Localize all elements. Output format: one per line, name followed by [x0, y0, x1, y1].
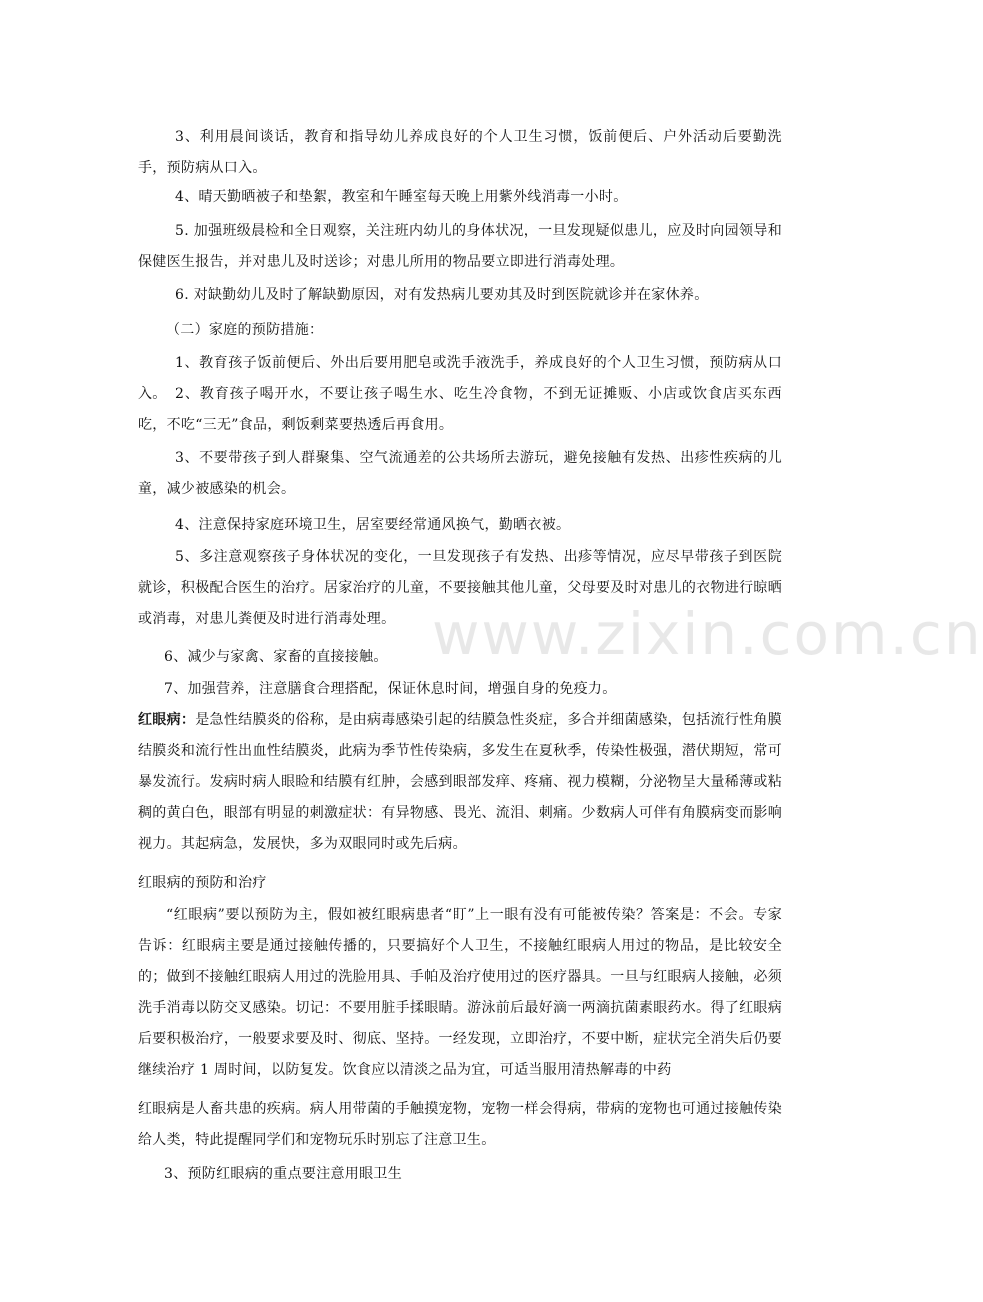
- red-eye-definition: [138, 705, 782, 860]
- subheading: 红眼病的预防和治疗: [138, 875, 267, 891]
- paragraph: 1、教育孩子饭前便后、外出后要用肥皂或洗手液洗手，养成良好的个人卫生习惯，预防病从口入。: [138, 355, 782, 402]
- term-label: 红眼病：: [138, 712, 196, 728]
- paragraph: 红眼病是人畜共患的疾病。病人用带菌的手触摸宠物，宠物一样会得病，带病的宠物也可通过接触传染给人类，特此提醒同学们和宠物玩乐时别忘了注意卫生。: [138, 1101, 782, 1148]
- paragraph: 2、教育孩子喝开水，不要让孩子喝生水、吃生冷食物，不到无证摊贩、小店或饮食店买东西吃，不吃“三无”食品，剩饭剩菜要热透后再食用。: [138, 386, 782, 433]
- paragraph: 3、利用晨间谈话，教育和指导幼儿养成良好的个人卫生习惯，饭前便后、户外活动后要勤洗手，预防病从口入。: [138, 129, 782, 176]
- paragraph: 4、注意保持家庭环境卫生，居室要经常通风换气，勤晒衣被。: [175, 517, 571, 533]
- paragraph: 7、加强营养，注意膳食合理搭配，保证休息时间，增强自身的免疫力。: [164, 681, 617, 697]
- paragraph: 6. 对缺勤幼儿及时了解缺勤原因，对有发热病儿要劝其及时到医院就诊并在家休养。: [175, 287, 709, 303]
- definition-text: 是急性结膜炎的俗称，是由病毒感染引起的结膜急性炎症，多合并细菌感染，包括流行性角膜结膜炎和流行性出血性结膜炎，此病为季节性传染病，多发生在夏秋季，传染性极强，潜伏期短，常可暴发流行。发病时病人眼睑和结膜有红肿，会感到眼部发痒、疼痛、视力模糊，分泌物呈大量稀薄或粘稠的黄白色，眼部有明显的刺激症状：有异物感、畏光、流泪、刺痛。少数病人可伴有角膜病变而影响视力。其起病急，发展快，多为双眼同时或先后病。: [138, 712, 782, 852]
- watermark: www.zixin.com.cn: [432, 600, 983, 668]
- paragraph: 6、减少与家禽、家畜的直接接触。: [164, 649, 388, 665]
- paragraph: 3、不要带孩子到人群聚集、空气流通差的公共场所去游玩，避免接触有发热、出疹性疾病的儿童，减少被感染的机会。: [138, 450, 782, 497]
- paragraph: 3、预防红眼病的重点要注意用眼卫生: [164, 1166, 403, 1182]
- paragraph: 5. 加强班级晨检和全日观察，关注班内幼儿的身体状况，一旦发现疑似患儿，应及时向园领导和保健医生报告，并对患儿及时送诊；对患儿所用的物品要立即进行消毒处理。: [138, 223, 782, 270]
- paragraph: 5、多注意观察孩子身体状况的变化，一旦发现孩子有发热、出疹等情况，应尽早带孩子到医院就诊，积极配合医生的治疗。居家治疗的儿童，不要接触其他儿童，父母要及时对患儿的衣物进行晾晒或消毒，对患儿粪便及时进行消毒处理。: [138, 549, 782, 627]
- paragraph: 4、晴天勤晒被子和垫絮，教室和午睡室每天晚上用紫外线消毒一小时。: [175, 189, 628, 205]
- section-heading: （二）家庭的预防措施：: [166, 322, 324, 338]
- paragraph: “红眼病”要以预防为主，假如被红眼病患者“盯”上一眼有没有可能被传染？答案是：不会。专家告诉：红眼病主要是通过接触传播的，只要搞好个人卫生，不接触红眼病人用过的物品，是比较安全的；做到不接触红眼病人用过的洗脸用具、手帕及治疗使用过的医疗器具。一旦与红眼病人接触，必须洗手消毒以防交叉感染。切记：不要用脏手揉眼睛。游泳前后最好滴一两滴抗菌素眼药水。得了红眼病后要积极治疗，一般要求要及时、彻底、坚持。一经发现，立即治疗，不要中断，症状完全消失后仍要继续治疗 1 周时间，以防复发。饮食应以清淡之品为宜，可适当服用清热解毒的中药: [138, 907, 782, 1078]
